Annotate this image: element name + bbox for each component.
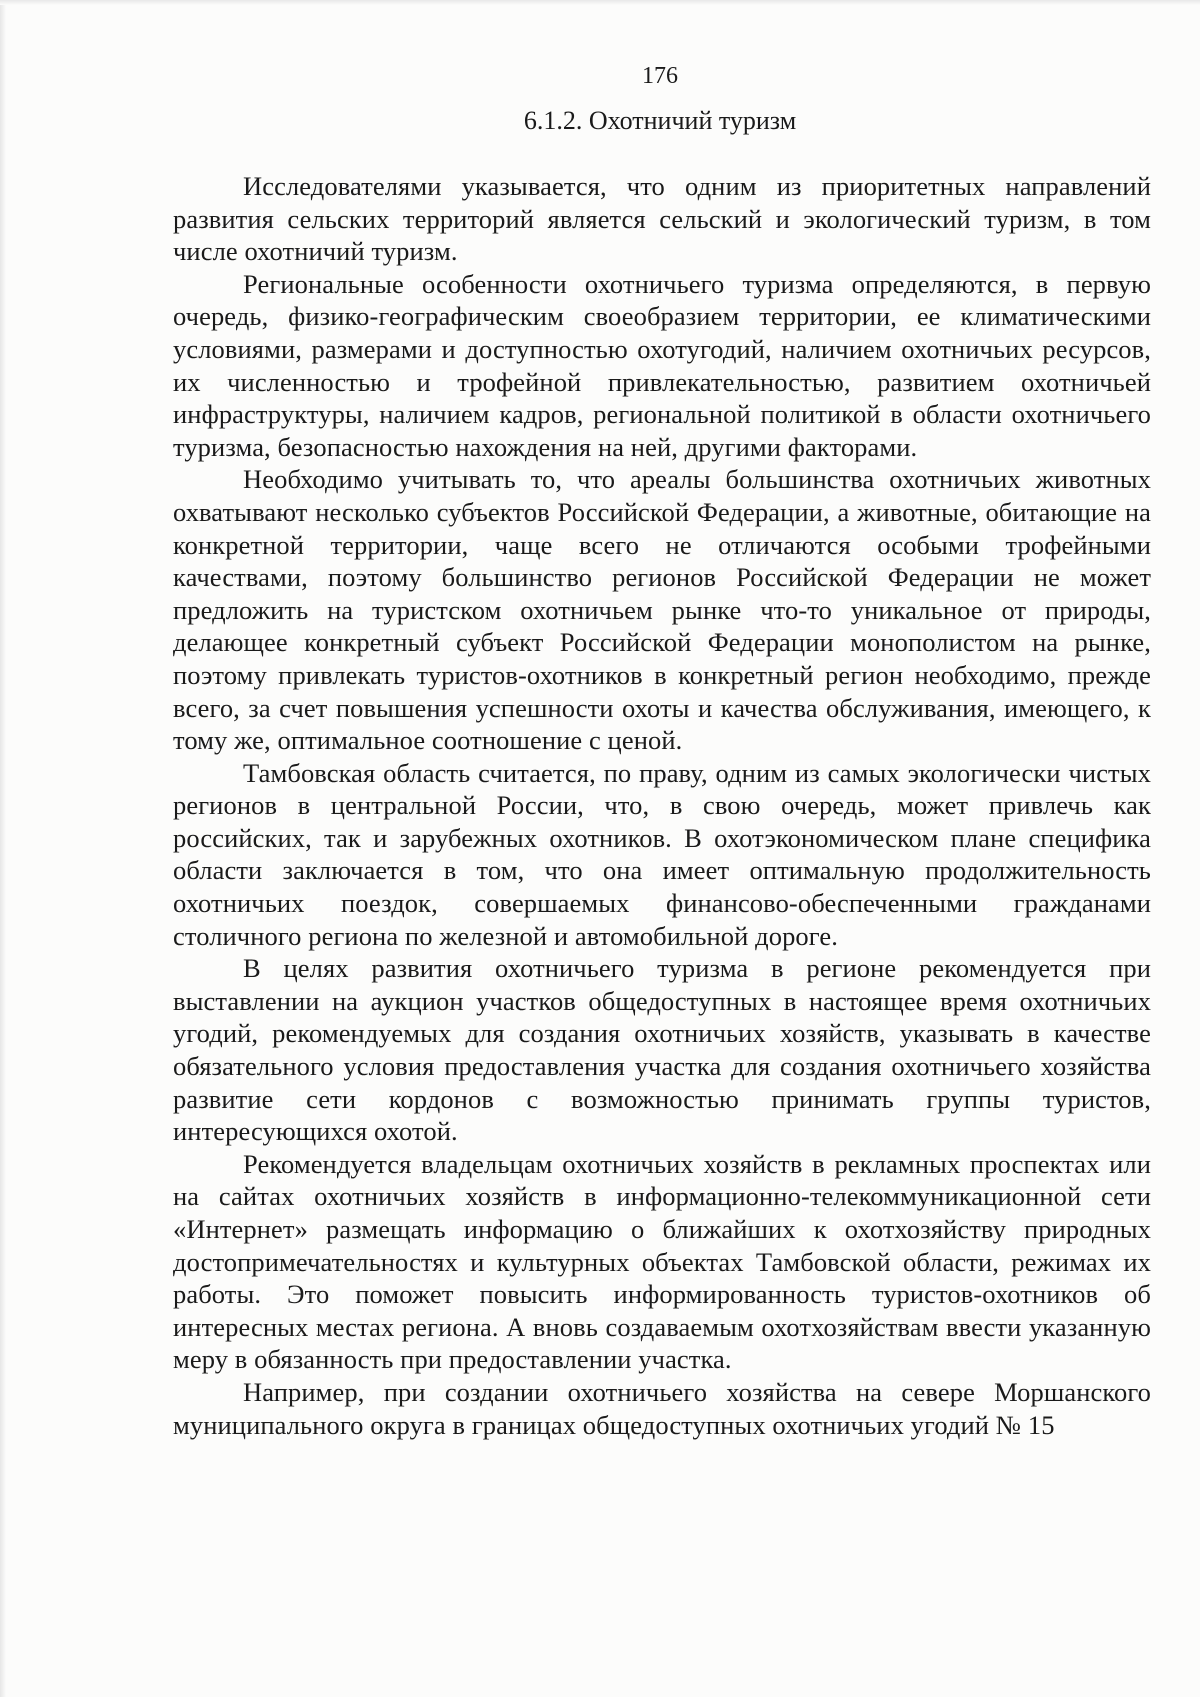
scan-left-edge <box>0 0 6 1697</box>
paragraph: Рекомендуется владельцам охотничьих хозяйств в рекламных проспектах или на сайтах охотничьих хозяйств в информационно-телекоммуникационной сети «Интернет» размещать информацию о ближайших к охотхозяйству природных достопримечательностях и культурных объектах Тамбовской области, режимах их работы. Это поможет повысить информированность туристов-охотников об интересных местах региона. А вновь создаваемым охотхозяйствам ввести указанную меру в обязанность при предоставлении участка. <box>173 1148 1151 1375</box>
paragraph: Необходимо учитывать то, что ареалы большинства охотничьих животных охватывают несколько субъектов Российской Федерации, а животные, обитающие на конкретной территории, чаще всего не отличаются особыми трофейными качествами, поэтому большинство регионов Российской Федерации не может предложить на туристском охотничьем рынке что-то уникальное от природы, делающее конкретный субъект Российской Федерации монополистом на рынке, поэтому привлекать туристов-охотников в конкретный регион необходимо, прежде всего, за счет повышения успешности охоты и качества обслуживания, имеющего, к тому же, оптимальное соотношение с ценой. <box>173 464 1151 756</box>
paragraph: Региональные особенности охотничьего туризма определяются, в первую очередь, физико-географическим своеобразием территории, ее климатическими условиями, размерами и доступностью охотугодий, наличием охотничьих ресурсов, их численностью и трофейной привлекательностью, развитием охотничьей инфраструктуры, наличием кадров, региональной политикой в области охотничьего туризма, безопасностью нахождения на ней, другими факторами. <box>173 268 1151 462</box>
paragraph: Исследователями указывается, что одним из приоритетных направлений развития сельских территорий является сельский и экологический туризм, в том числе охотничий туризм. <box>173 171 1151 267</box>
paragraph: Например, при создании охотничьего хозяйства на севере Моршанского муниципального округа в границах общедоступных охотничьих угодий № 15 <box>173 1376 1151 1440</box>
scan-top-edge <box>0 0 1200 5</box>
section-title: 6.1.2. Охотничий туризм <box>523 106 797 135</box>
body-text <box>173 170 1151 1441</box>
paragraph: Тамбовская область считается, по праву, одним из самых экологически чистых регионов в центральной России, что, в свою очередь, может привлечь как российских, так и зарубежных охотников. В охотэкономическом плане специфика области заключается в том, что она имеет оптимальную продолжительность охотничьих поездок, совершаемых финансово-обеспеченными гражданами столичного региона по железной и автомобильной дороге. <box>173 757 1151 951</box>
paragraph: В целях развития охотничьего туризма в регионе рекомендуется при выставлении на аукцион участков общедоступных в настоящее время охотничьих угодий, рекомендуемых для создания охотничьих хозяйств, указывать в качестве обязательного условия предоставления участка для создания охотничьего хозяйства развитие сети кордонов с возможностью принимать группы туристов, интересующихся охотой. <box>173 953 1151 1147</box>
page-number: 176 <box>642 63 678 89</box>
